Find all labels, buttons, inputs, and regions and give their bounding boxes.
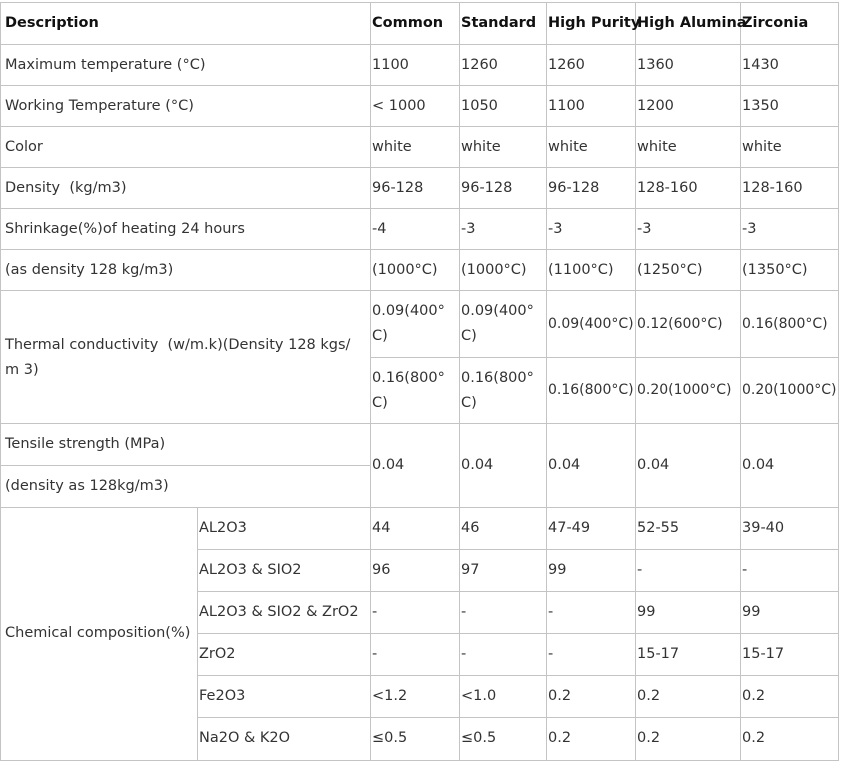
row-line <box>0 507 839 508</box>
row-line <box>0 423 839 424</box>
row-line <box>0 44 839 45</box>
table-cell: 128-160 <box>637 180 698 196</box>
chem-name: AL2O3 <box>199 520 247 536</box>
chemical-label: Chemical composition(%) <box>5 625 191 641</box>
table-cell: <1.0 <box>461 688 497 704</box>
header-zirconia: Zirconia <box>742 15 809 31</box>
table-cell: 96-128 <box>548 180 600 196</box>
table-cell: - <box>548 604 554 620</box>
table-cell: 15-17 <box>637 646 680 662</box>
table-cell: 96-128 <box>461 180 513 196</box>
table-cell: white <box>548 139 588 155</box>
table-cell: 1360 <box>637 57 674 73</box>
table-cell: 0.12(600°C) <box>637 316 723 332</box>
table-cell: 0.2 <box>548 688 572 704</box>
table-cell: - <box>461 646 467 662</box>
row-line <box>0 249 839 250</box>
table-cell: 96-128 <box>372 180 424 196</box>
table-cell: 0.04 <box>548 457 581 473</box>
table-cell: ≤0.5 <box>372 730 408 746</box>
table-cell: ≤0.5 <box>461 730 497 746</box>
row-line <box>0 760 839 761</box>
table-cell: 1260 <box>461 57 498 73</box>
table-cell: 0.04 <box>637 457 670 473</box>
row-line <box>0 208 839 209</box>
table-cell: (1250°C) <box>637 262 703 278</box>
row-line <box>197 633 839 634</box>
table-cell: < 1000 <box>372 98 426 114</box>
table-cell: 0.20(1000°C) <box>742 382 837 398</box>
chem-name: AL2O3 & SIO2 & ZrO2 <box>199 604 359 620</box>
table-cell: - <box>461 604 467 620</box>
table-cell: 0.16(800° C) <box>461 370 534 411</box>
table-cell: 0.20(1000°C) <box>637 382 732 398</box>
table-cell: 0.04 <box>372 457 405 473</box>
row-line <box>197 549 839 550</box>
col-line <box>0 2 1 761</box>
table-cell: 0.2 <box>742 730 766 746</box>
table-cell: 0.09(400°C) <box>548 316 634 332</box>
table-cell: 97 <box>461 562 480 578</box>
table-cell: white <box>637 139 677 155</box>
header-standard: Standard <box>461 15 537 31</box>
row-line <box>0 85 839 86</box>
table-cell: 1200 <box>637 98 674 114</box>
row-label: Color <box>5 139 43 155</box>
table-cell: -3 <box>742 221 757 237</box>
table-cell: - <box>372 604 378 620</box>
table-cell: 0.16(800°C) <box>742 316 828 332</box>
table-cell: (1350°C) <box>742 262 808 278</box>
table-cell: (1000°C) <box>461 262 527 278</box>
table-cell: - <box>548 646 554 662</box>
row-line <box>370 357 839 358</box>
table-cell: 46 <box>461 520 480 536</box>
col-line <box>370 2 371 761</box>
chem-name: AL2O3 & SIO2 <box>199 562 302 578</box>
table-cell: 0.04 <box>742 457 775 473</box>
col-line <box>459 2 460 761</box>
chem-name: Fe2O3 <box>199 688 246 704</box>
table-cell: 99 <box>548 562 567 578</box>
header-common: Common <box>372 15 444 31</box>
row-line <box>197 591 839 592</box>
table-cell: 39-40 <box>742 520 785 536</box>
table-cell: -4 <box>372 221 387 237</box>
tensile-density-label: (density as 128kg/m3) <box>5 478 169 494</box>
chem-name: Na2O & K2O <box>199 730 291 746</box>
table-cell: white <box>742 139 782 155</box>
table-cell: 0.09(400° C) <box>461 303 534 344</box>
table-cell: 0.16(800° C) <box>372 370 445 411</box>
table-cell: 44 <box>372 520 391 536</box>
col-line <box>838 2 839 761</box>
row-label: Maximum temperature (°C) <box>5 57 206 73</box>
table-cell: 0.16(800°C) <box>548 382 634 398</box>
table-cell: 0.09(400° C) <box>372 303 445 344</box>
thermal-label: Thermal conductivity (w/m.k)(Density 128 kgs/ m 3) <box>5 337 356 378</box>
table-cell: - <box>372 646 378 662</box>
table-cell: -3 <box>548 221 563 237</box>
col-line <box>546 2 547 761</box>
table-cell: - <box>742 562 748 578</box>
table-cell: 1350 <box>742 98 779 114</box>
table-cell: <1.2 <box>372 688 408 704</box>
row-line <box>197 675 839 676</box>
table-cell: 52-55 <box>637 520 680 536</box>
chem-name: ZrO2 <box>199 646 236 662</box>
table-cell: white <box>372 139 412 155</box>
table-cell: 0.2 <box>742 688 766 704</box>
table-cell: 1100 <box>548 98 585 114</box>
header-high-purity: High Purity <box>548 15 641 31</box>
table-cell: 15-17 <box>742 646 785 662</box>
tensile-label: Tensile strength (MPa) <box>5 436 166 452</box>
table-cell: 0.2 <box>548 730 572 746</box>
row-line <box>0 290 839 291</box>
row-line <box>0 167 839 168</box>
table-cell: 1050 <box>461 98 498 114</box>
table-cell: (1000°C) <box>372 262 438 278</box>
header-high-alumina: High Alumina <box>637 15 747 31</box>
row-label: Shrinkage(%)of heating 24 hours <box>5 221 245 237</box>
table-cell: 96 <box>372 562 391 578</box>
table-cell: 1260 <box>548 57 585 73</box>
col-line <box>635 2 636 761</box>
col-line <box>740 2 741 761</box>
table-cell: 99 <box>637 604 656 620</box>
row-line <box>0 465 370 466</box>
table-cell: 0.2 <box>637 730 661 746</box>
row-label: (as density 128 kg/m3) <box>5 262 174 278</box>
table-cell: 0.04 <box>461 457 494 473</box>
table-cell: 47-49 <box>548 520 591 536</box>
table-cell: - <box>637 562 643 578</box>
table-cell: -3 <box>637 221 652 237</box>
col-line <box>197 507 198 761</box>
header-description: Description <box>5 15 99 31</box>
row-label: Density (kg/m3) <box>5 180 127 196</box>
table-cell: 1430 <box>742 57 779 73</box>
table-cell: 0.2 <box>637 688 661 704</box>
row-line <box>0 126 839 127</box>
row-label: Working Temperature (°C) <box>5 98 194 114</box>
table-cell: 128-160 <box>742 180 803 196</box>
row-line <box>197 717 839 718</box>
table-cell: white <box>461 139 501 155</box>
table-cell: 99 <box>742 604 761 620</box>
table-cell: 1100 <box>372 57 409 73</box>
row-line <box>0 2 839 3</box>
table-cell: (1100°C) <box>548 262 614 278</box>
table-cell: -3 <box>461 221 476 237</box>
